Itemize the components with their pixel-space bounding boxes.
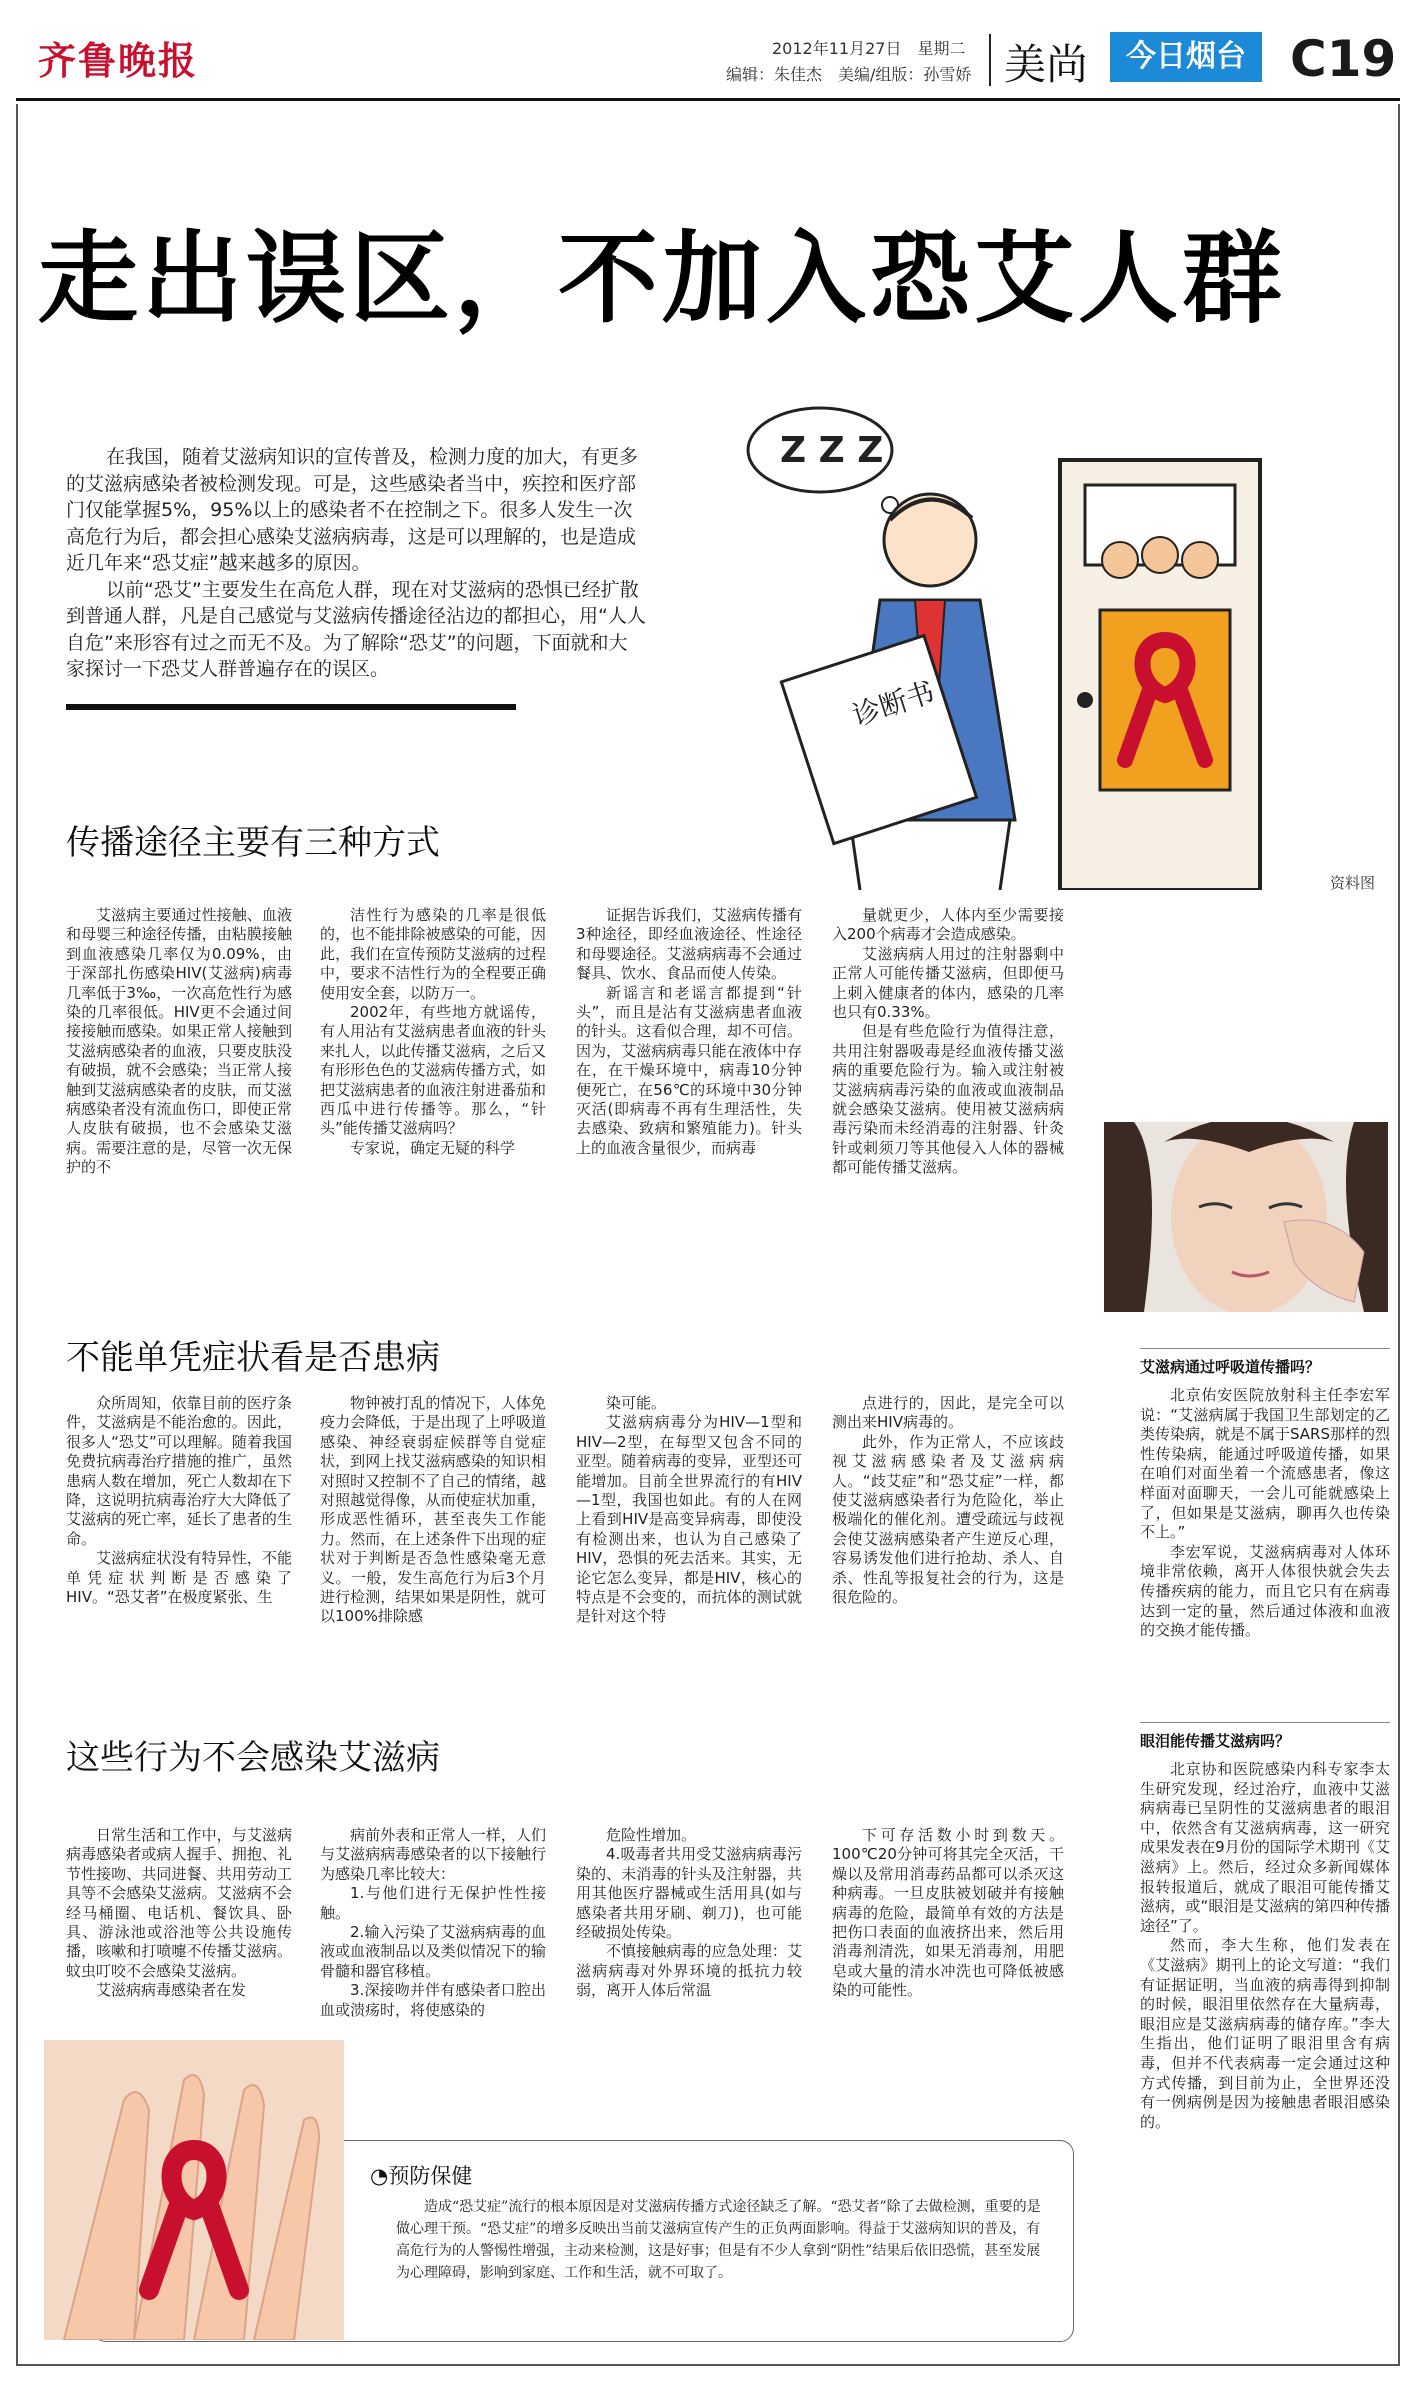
article-column	[576, 1394, 802, 1627]
article-paragraph: 此外，作为正常人，不应该歧视艾滋病感染者及艾滋病病人。“歧艾症”和“恐艾症”一样，都使艾滋病感染者行为危险化，举止极端化的催化剂。遭受疏远与歧视会使艾滋病感染者产生逆反心理，容易诱发他们进行抢劫、杀人、自杀、性乱等报复社会的行为，这是很危险的。	[832, 1432, 1064, 1607]
woman-photo	[1104, 1122, 1388, 1312]
article-paragraph: 艾滋病症状没有特异性，不能单凭症状判断是否感染了HIV。“恐艾者”在极度紧张、生	[66, 1549, 292, 1607]
article-paragraph: 4.吸毒者共用受艾滋病病毒污染的、未消毒的针头及注射器，共用其他医疗器械或生活用具(如与感染者共用牙刷、剃刀)，也可能经破损处传染。	[576, 1845, 802, 1942]
article-paragraph: 艾滋病病人用过的注射器剩中正常人可能传播艾滋病，但即便马上刺入健康者的体内，感染的几率也只有0.33%。	[832, 944, 1064, 1022]
sidebar-question: 眼泪能传播艾滋病吗？	[1140, 1732, 1291, 1750]
article-column	[832, 1394, 1064, 1607]
header-rule	[16, 98, 1400, 101]
sidebar-paragraph: 然而，李大生称，他们发表在《艾滋病》期刊上的论文写道：“我们有证据证明，当血液的病毒得到抑制的时候，眼泪里依然存在大量病毒，眼泪应是艾滋病病毒的储存库。”李大生指出，他们证明了眼泪里含有病毒，但并不代表病毒一定会通过这种方式传播，到目前为止，全世界还没有一例病例是因为接触患者眼泪感染的。	[1140, 1936, 1390, 2131]
article-paragraph: 众所周知，依靠目前的医疗条件，艾滋病是不能治愈的。因此，很多人“恐艾”可以理解。随着我国免费抗病毒治疗措施的推广，虽然患病人数在增加，死亡人数却在下降，这说明抗病毒治疗大大降低了艾滋病的死亡率，延长了患者的生命。	[66, 1394, 292, 1548]
section-heading: 不能单凭症状看是否患病	[66, 1338, 440, 1378]
section-heading: 传播途径主要有三种方式	[66, 823, 440, 863]
intro-text	[66, 444, 646, 683]
editor-credit: 编辑：朱佳杰 美编/组版：孙雪娇	[726, 65, 972, 84]
article-paragraph: 艾滋病病毒分为HIV—1型和HIV—2型，在每型又包含不同的亚型。随着病毒的变异，亚型还可能增加。目前全世界流行的有HIV—1型，我国也如此。有的人在网上看到HIV是高变异病毒，即使没有检测出来，也认为自己感染了HIV，恐惧的死去活来。其实，无论它怎么变异，都是HIV，核心的特点是不会变的，而抗体的测试就是针对这个特	[576, 1413, 802, 1626]
tip-title-label: 预防保健	[388, 2164, 473, 2188]
article-paragraph: 不慎接触病毒的应急处理：艾滋病病毒对外界环境的抵抗力较弱，离开人体后常温	[576, 1942, 802, 2000]
article-paragraph: 病前外表和正常人一样，人们与艾滋病病毒感染者的以下接触行为感染几率比较大：	[320, 1826, 546, 1883]
article-paragraph: 艾滋病病毒感染者在发	[96, 1981, 247, 2000]
masthead-logo: 齐鲁晚报	[38, 38, 199, 83]
clock-icon: ◔	[370, 2164, 389, 2188]
door-knob	[1077, 692, 1093, 708]
page-title: 走出误区，不加入恐艾人群	[38, 220, 1286, 337]
article-column	[576, 906, 802, 1158]
issue-date: 2012年11月27日 星期二	[772, 39, 966, 58]
article-paragraph: 日常生活和工作中，与艾滋病病毒感染者或病人握手、拥抱、礼节性接吻、共同进餐、共用劳动工具等不会感染艾滋病。艾滋病不会经马桶圈、电话机、餐饮具、卧具、游泳池或浴池等公共设施传播，咳嗽和打喷嚏不传播艾滋病。蚊虫叮咬不会感染艾滋病。	[66, 1826, 292, 1980]
sidebar-question: 艾滋病通过呼吸道传播吗？	[1140, 1358, 1321, 1376]
diagnosis-paper-text: 诊断书	[848, 675, 939, 733]
sidebar-answer	[1140, 1760, 1390, 2132]
article-paragraph: 下可存活数小时到数天。100℃20分钟可将其完全灭活，干燥以及常用消毒药品都可以杀灭这种病毒。一旦皮肤被划破并有接触病毒的危险，最简单有效的方法是把伤口表面的血液挤出来，然后用消毒剂清洗，如果无消毒剂，用肥皂或大量的清水冲洗也可降低被感染的可能性。	[832, 1826, 1064, 2000]
peeking-face	[1182, 542, 1218, 578]
tip-title	[370, 2160, 472, 2190]
article-column	[320, 1826, 546, 2020]
sidebar-paragraph: 北京协和医院感染内科专家李太生研究发现，经过治疗，血液中艾滋病病毒已呈阴性的艾滋病患者的眼泪中，依然含有艾滋病病毒，这一研究成果发表在9月份的国际学术期刊《艾滋病》上。然后，经过众多新闻媒体报转报道后，就成了眼泪可能传播艾滋病，或“眼泪是艾滋病的第四种传播途径”了。	[1140, 1760, 1390, 1935]
sidebar-paragraph: 李宏军说，艾滋病病毒对人体环境非常依赖，离开人体很快就会失去传播疾病的能力，而且它只有在病毒达到一定的量，然后通过体液和血液的交换才能传播。	[1140, 1542, 1390, 1640]
article-column	[320, 1394, 546, 1627]
article-paragraph: 2.输入污染了艾滋病病毒的血液或血液制品以及类似情况下的输骨髓和器官移植。	[320, 1923, 546, 1980]
article-paragraph: 但是有些危险行为值得注意，共用注射器吸毒是经血液传播艾滋病的重要危险行为。输入或注射被艾滋病病毒污染的血液或血液制品就会感染艾滋病。使用被艾滋病病毒污染而未经消毒的注射器、针灸针或刺须刀等其他侵入人体的器械都可能传播艾滋病。	[832, 1022, 1064, 1177]
article-paragraph: 艾滋病主要通过性接触、血液和母婴三种途径传播，由粘膜接触到血液感染几率仅为0.09%，由于深部扎伤感染HIV(艾滋病)病毒几率低于3‰，一次高危性行为感染的几率很低。HIV更不会通过间接接触而感染。如果正常人接触到艾滋病感染者的血液，只要皮肤没有破损，就不会感染；当正常人接触到艾滋病感染者的皮肤，而艾滋病感染者没有流血伤口，即使正常人皮肤有破损，也不会感染艾滋病。需要注意的是，尽管一次无保护的不	[66, 906, 292, 1177]
section-name: 美尚	[1004, 40, 1089, 89]
article-column	[66, 906, 292, 1178]
peeking-face	[1142, 537, 1178, 573]
tip-text: 造成“恐艾症”流行的根本原因是对艾滋病传播方式途径缺乏了解。“恐艾者”除了去做检测，重要的是做心理干预。“恐艾症”的增多反映出当前艾滋病宣传产生的正负两面影响。得益于艾滋病知识的普及，有高危行为的人警惕性增强，主动来检测，这是好事；但是有不少人拿到“阴性”结果后依旧恐慌，甚至发展为心理障碍，影响到家庭、工作和生活，就不可取了。	[396, 2199, 1041, 2281]
article-column	[66, 1826, 292, 2001]
sidebar-rule	[1140, 1722, 1390, 1723]
sleep-bubble-text: Z Z Z	[780, 430, 884, 471]
page-number: C19	[1290, 30, 1397, 88]
peeking-face	[1102, 542, 1138, 578]
hands-ribbon-photo	[44, 2040, 344, 2340]
intro-paragraph: 以前“恐艾”主要发生在高危人群，现在对艾滋病的恐惧已经扩散到普通人群，凡是自己感觉与艾滋病传播途径沾边的都担心，用“人人自危”来形容有过之而无不及。为了解除“恐艾”的问题，下面就和大家探讨一下恐艾人群普遍存在的误区。	[66, 578, 646, 680]
article-paragraph: 新谣言和老谣言都提到“针头”，而且是沾有艾滋病患者血液的针头。这看似合理，却不可信。因为，艾滋病病毒只能在液体中存在，在干燥环境中，病毒10分钟便死亡，在56℃的环境中30分钟灭活(即病毒不再有生理活性，失去感染、致病和繁殖能力)。针头上的血液含量很少，而病毒	[576, 983, 802, 1157]
article-paragraph: 洁性行为感染的几率是很低的，也不能排除被感染的可能，因此，我们在宣传预防艾滋病的过程中，要求不洁性行为的全程要正确使用安全套，以防万一。	[320, 906, 546, 1002]
section-heading: 这些行为不会感染艾滋病	[66, 1738, 440, 1778]
article-column	[576, 1826, 802, 2001]
article-paragraph: 危险性增加。	[606, 1826, 697, 1844]
article-paragraph: 3.深接吻并伴有感染者口腔出血或溃疡时，将使感染的	[320, 1981, 546, 2019]
sidebar-answer	[1140, 1386, 1390, 1641]
article-column	[832, 1826, 1064, 2001]
sidebar-rule	[1140, 1348, 1390, 1349]
sidebar-paragraph: 北京佑安医院放射科主任李宏军说：“艾滋病属于我国卫生部划定的乙类传染病，就是不属于SARS那样的烈性传染病，能通过呼吸道传播，如果在咱们对面坐着一个流感患者，像这样面对面聊天，一会儿可能就感染上了，但如果是艾滋病，聊再久也传染不上。”	[1140, 1386, 1391, 1542]
article-column	[320, 906, 546, 1158]
article-paragraph: 点进行的，因此，是完全可以测出来HIV病毒的。	[832, 1394, 1064, 1432]
article-paragraph: 染可能。	[606, 1394, 667, 1412]
article-column	[832, 906, 1064, 1178]
article-paragraph: 1.与他们进行无保护性性接触。	[320, 1884, 546, 1922]
header-divider	[989, 34, 991, 86]
article-paragraph: 证据告诉我们，艾滋病传播有3种途径，即经血液途径、性途径和母婴途径。艾滋病病毒不会通过餐具、饮水、食品而使人传染。	[576, 906, 802, 983]
article-column	[66, 1394, 292, 1607]
article-paragraph: 2002年，有些地方就谣传，有人用沾有艾滋病患者血液的针头来扎人，以此传播艾滋病，之后又有形形色色的艾滋病传播方式，如把艾滋病患者的血液注射进番茄和西瓜中进行传播等。那么，“针头”能传播艾滋病吗？	[320, 1003, 546, 1138]
article-paragraph: 物钟被打乱的情况下，人体免疫力会降低，于是出现了上呼吸道感染、神经衰弱症候群等自觉症状，到网上找艾滋病感染的知识相对照时又控制不了自己的情绪，越对照越觉得像，从而使症状加重，形成恶性循环，甚至丧失工作能力。然而，在上述条件下出现的症状对于判断是否急性感染毫无意义。一般，发生高危行为后3个月进行检测，结果如果是阴性，就可以100%排除感	[320, 1394, 546, 1626]
intro-rule	[66, 704, 516, 710]
intro-paragraph: 在我国，随着艾滋病知识的宣传普及，检测力度的加大，有更多的艾滋病感染者被检测发现。可是，这些感染者当中，疾控和医疗部门仅能掌握5%，95%以上的感染者不在控制之下。很多人发生一次高危行为后，都会担心感染艾滋病病毒，这是可以理解的，也是造成近几年来“恐艾症”越来越多的原因。	[66, 446, 639, 574]
article-paragraph: 量就更少，人体内至少需要接入200个病毒才会造成感染。	[832, 906, 1064, 944]
section-badge: 今日烟台	[1110, 32, 1262, 82]
cartoon-illustration	[740, 400, 1380, 890]
article-paragraph: 专家说，确定无疑的科学	[350, 1138, 516, 1157]
image-credit: 资料图	[1330, 874, 1376, 892]
